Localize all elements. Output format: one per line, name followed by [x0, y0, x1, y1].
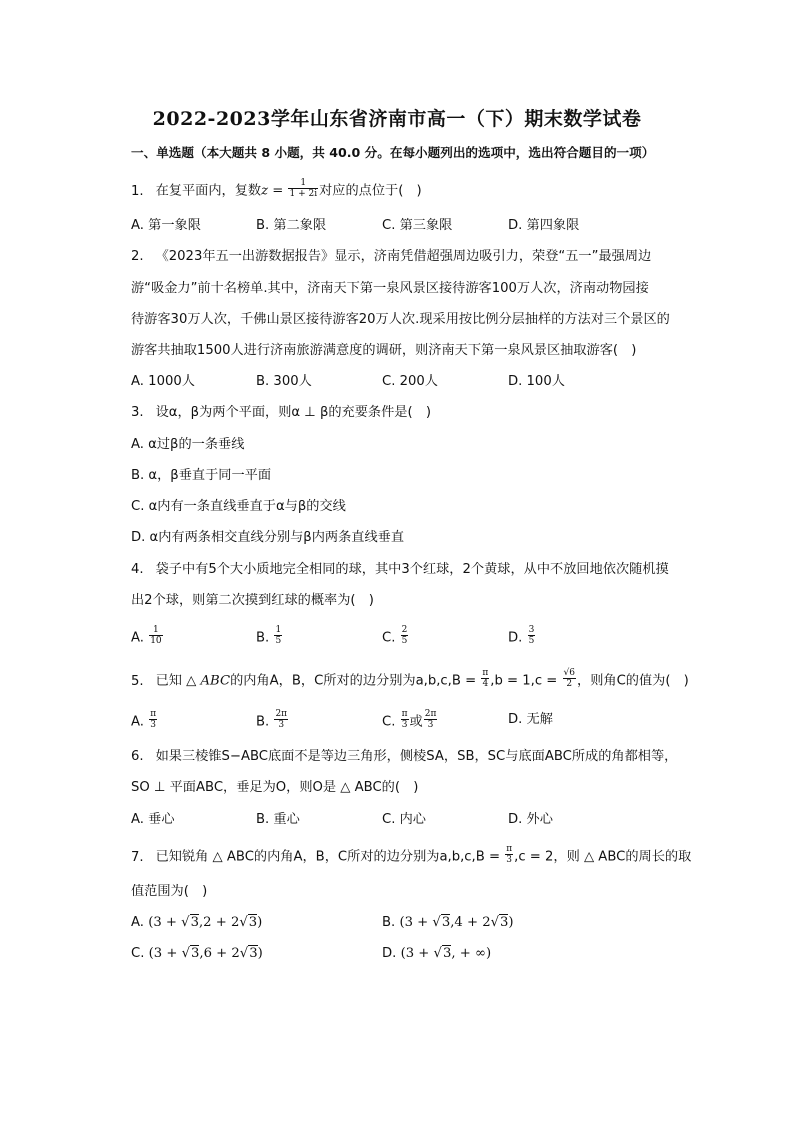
- option-c: C. (3 + √3,6 + 2√3): [131, 946, 263, 961]
- option-c: C. $\frac{\pi}{3}$ 或 $\frac{2\pi}{3}$: [382, 709, 437, 730]
- option-d: D. $\frac{3}{5}$: [508, 625, 535, 646]
- option-c: C. $\frac{2}{5}$: [382, 625, 408, 646]
- option-a: A. α过β的一条垂线: [131, 437, 245, 452]
- option-d: D. 无解: [508, 712, 553, 727]
- option-d: D. 第四象限: [508, 218, 580, 233]
- option-b: B. 第二象限: [256, 218, 327, 233]
- option-c: C. 200人: [382, 374, 438, 389]
- question-4-line: 出2个球，则第二次摸到红球的概率为( ): [131, 593, 374, 608]
- option-d: D. 外心: [508, 812, 553, 827]
- option-b: B. 重心: [256, 812, 300, 827]
- option-c: C. 内心: [382, 812, 426, 827]
- option-c: C. 第三象限: [382, 218, 453, 233]
- question-2: 2. 《2023年五一出游数据报告》显示，济南凭借超强周边吸引力，荣登“五一”最强周边: [131, 249, 652, 264]
- question-5: 5. 已知 △ ABC的内角A，B，C所对的边分别为a,b,c,B = $\frac{\pi}{4}$ ,b = 1,c = $\frac{√6}{2}$ ，则角C的值为( ): [131, 668, 689, 689]
- option-d: D. (3 + √3, + ∞): [382, 946, 492, 961]
- question-1: 1. 在复平面内，复数z = $\frac{1}{1 + 2i}$ 对应的点位于( ): [131, 178, 422, 199]
- question-2-line: 待游客30万人次，千佛山景区接待游客20万人次.现采用按比例分层抽样的方法对三个景区的: [131, 312, 670, 327]
- question-6: 6. 如果三棱锥S−ABC底面不是等边三角形，侧棱SA，SB，SC与底面ABC所成的角都相等，: [131, 749, 678, 764]
- option-d: D. α内有两条相交直线分别与β内两条直线垂直: [131, 530, 405, 545]
- option-a: A. 第一象限: [131, 218, 201, 233]
- question-2-line: 游“吸金力”前十名榜单.其中，济南天下第一泉风景区接待游客100万人次，济南动物园接: [131, 281, 649, 296]
- section-heading: 一、单选题（本大题共 8 小题，共 40.0 分。在每小题列出的选项中，选出符合题目的一项）: [131, 145, 655, 160]
- option-b: B. (3 + √3,4 + 2√3): [382, 915, 514, 930]
- question-7: 7. 已知锐角 △ ABC的内角A，B，C所对的边分别为a,b,c,B = $\frac{\pi}{3}$ ,c = 2，则 △ ABC的周长的取: [131, 844, 692, 865]
- option-b: B. α，β垂直于同一平面: [131, 468, 272, 483]
- question-2-line: 游客共抽取1500人进行济南旅游满意度的调研，则济南天下第一泉风景区抽取游客( ): [131, 343, 637, 358]
- question-6-line: SO ⊥ 平面ABC，垂足为O，则O是 △ ABC的( ): [131, 780, 419, 795]
- option-d: D. 100人: [508, 374, 565, 389]
- page-title: 2022-2023学年山东省济南市高一（下）期末数学试卷: [152, 108, 642, 130]
- question-7-line: 值范围为( ): [131, 884, 208, 899]
- option-a: A. $\frac{1}{10}$: [131, 625, 162, 646]
- fraction: $\frac{1}{1 + 2i}$: [289, 178, 318, 199]
- option-c: C. α内有一条直线垂直于α与β的交线: [131, 499, 346, 514]
- option-a: A. 垂心: [131, 812, 175, 827]
- question-4: 4. 袋子中有5个大小质地完全相同的球，其中3个红球，2个黄球，从中不放回地依次随机摸: [131, 562, 669, 577]
- option-a: A. $\frac{\pi}{3}$: [131, 709, 157, 730]
- option-a: A. (3 + √3,2 + 2√3): [131, 915, 263, 930]
- question-3: 3. 设α，β为两个平面，则α ⊥ β的充要条件是( ): [131, 405, 431, 420]
- option-a: A. 1000人: [131, 374, 195, 389]
- option-b: B. $\frac{2\pi}{3}$: [256, 709, 288, 730]
- option-b: B. 300人: [256, 374, 312, 389]
- option-b: B. $\frac{1}{5}$: [256, 625, 282, 646]
